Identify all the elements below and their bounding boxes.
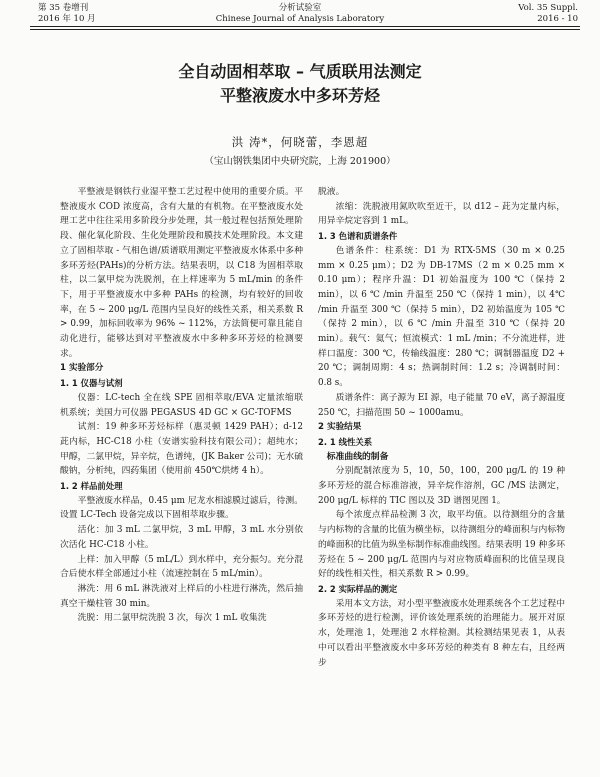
- article-title: 全自动固相萃取 – 气质联用法测定 平整液废水中多环芳烃: [178, 62, 422, 105]
- paragraph: 分别配制浓度为 5，10，50，100，200 μg/L 的 19 种多环芳烃的混合标准溶液，异辛烷作溶剂，GC /MS 法测定，200 μg/L 标样的 TIC 图以及 3D 谱图见图 1。: [318, 466, 565, 506]
- header-rule-thin: [30, 29, 580, 30]
- paragraph: 试剂：19 种多环芳烃标样（惠灵顿 1429 PAH）；d-12 茈内标，HC-C18 小柱（安谱实验科技有限公司）；超纯水；甲醇，二氯甲烷，异辛烷，色谱纯，(JK Baker 公司)；无水硫酸钠，分析纯，四药集团（使用前 450℃烘烤 4 h）。: [60, 422, 303, 477]
- subsection-heading: 1. 1 仪器与试剂: [60, 378, 123, 389]
- header-rule: [30, 26, 580, 27]
- subsection-heading: 2. 2 实际样品的测定: [318, 583, 398, 594]
- paragraph: 浓缩：洗脱液用氮吹吹至近干，以 d12 – 茈为定量内标，用异辛烷定容到 1 mL。: [318, 201, 565, 227]
- paragraph: 平整液废水样品，0.45 μm 尼龙水相滤膜过滤后，待测。设置 LC-Tech 设备完成以下固相萃取步骤。: [60, 495, 303, 521]
- subsection-heading: 1. 3 色谱和质谱条件: [318, 231, 398, 242]
- left-column: [60, 185, 303, 626]
- paragraph: 仪器：LC-tech 全在线 SPE 固相萃取/EVA 定量浓缩联机系统；美国力可仪器 PEGASUS 4D GC × GC-TOFMS: [60, 392, 303, 418]
- paragraph: 采用本文方法，对小型平整液废水处理系统各个工艺过程中多环芳烃的进行检测，评价该处理系统的治理能力。展开对原水，处理池 1，处理池 2 水样检测。其检测结果见表 1，从表中可以看出平整液废水中多环芳烃的种类有 8 种左右，且经两步: [318, 598, 565, 668]
- header-issue: Vol. 35 Suppl. 2016 - 10: [518, 3, 578, 24]
- paragraph: 脱液。: [318, 187, 345, 197]
- sub-subsection-heading: 标准曲线的制备: [326, 451, 389, 462]
- authors: 洪 涛*，何晓蕾，李恩超: [231, 135, 369, 149]
- subsection-heading: 2. 1 线性关系: [318, 436, 373, 447]
- paragraph: 色谱条件：柱系统：D1 为 RTX-5MS（30 m × 0.25 mm × 0.25 μm）；D2 为 DB-17MS（2 m × 0.25 mm × 0.10 μm）；程序升温：D1 初始温度为 100 ℃（保持 2 min），以 6 ℃ /min 升温至 250 ℃（保持 1 min），以 4℃ /min 升温至 300 ℃（保持 5 min），D2 初始温度为 105 ℃（保持 2 min），以 6 ℃ /min 升温至 310 ℃（保持 20 min）。载气：氦气；恒流模式：1 mL /min；不分流进样，进样口温度：300 ℃，传输线温度：280 ℃；调制器温度 D2 + 20 ℃；调制周期：4 s；热调制时间：1.2 s；冷调制时间：0.8 s。: [318, 245, 565, 389]
- subsection-heading: 1. 2 样品前处理: [60, 481, 123, 492]
- paragraph: 每个浓度点样品检测 3 次，取平均值。以待测组分的含量与内标物的含量的比值为横坐标，以待测组分的峰面积与内标物的峰面积的比值为纵坐标制作标准曲线图。结果表明 19 种多环芳烃在 5 ~ 200 μg/L 范围内与对应物质峰面积的比值呈现良好的线性相关性，相关系数 R > 0.99。: [318, 510, 565, 580]
- section-heading: 1 实验部分: [60, 363, 104, 374]
- paragraph: 洗脱：用二氯甲烷洗脱 3 次，每次 1 mL 收集洗: [77, 613, 267, 624]
- affiliation: （宝山钢铁集团中央研究院，上海 201900）: [204, 156, 396, 167]
- section-heading: 2 实验结果: [318, 422, 362, 433]
- header-journal: 分析试验室 Chinese Journal of Analysis Laboratory: [215, 3, 385, 24]
- paragraph: 上样：加入甲醇（5 mL/L）到水样中，充分振匀。充分混合后使水样全部通过小柱（流速控制在 5 mL/min）。: [60, 554, 303, 580]
- paragraph: 淋洗：用 6 mL 淋洗液对上样后的小柱进行淋洗，然后抽真空干燥柱管 30 min。: [60, 583, 303, 609]
- header-volume: 第 35 卷增刊 2016 年 10 月: [38, 3, 96, 24]
- right-column: [318, 185, 565, 670]
- paragraph: 活化：加 3 mL 二氯甲烷，3 mL 甲醇，3 mL 水分别依次活化 HC-C18 小柱。: [60, 525, 303, 550]
- abstract-paragraph: 平整液是钢铁行业湿平整工艺过程中使用的重要介质。平整液废水 COD 浓度高，含有大量的有机物。在平整液废水处理工艺中往往采用多阶段分步处理，其一般过程包括预处理阶段、催化氧化阶段、生化处理阶段和膜技术处理阶段。本文建立了固相萃取 - 气相色谱/质谱联用测定平整液废水体系中多种多环芳烃(PAHs)的分析方法。结果表明，以 C18 为固相萃取柱，以二氯甲烷为洗脱剂，在上样速率为 5 mL/min 的条件下，用于平整液废水中多种 PAHs 的检测，均有较好的回收率，在 5 ~ 200 μg/L 范围内呈良好的线性关系，相关系数 R > 0.99，加标回收率为 96% ~ 112%，方法简便可靠且能自动化进行，能够达到对平整液废水中多种多环芳烃的检测要求。: [60, 187, 303, 359]
- paragraph: 质谱条件：离子源为 EI 源，电子能量 70 eV，离子源温度 250 ℃，扫描范围 50 ~ 1000amu。: [318, 392, 565, 418]
